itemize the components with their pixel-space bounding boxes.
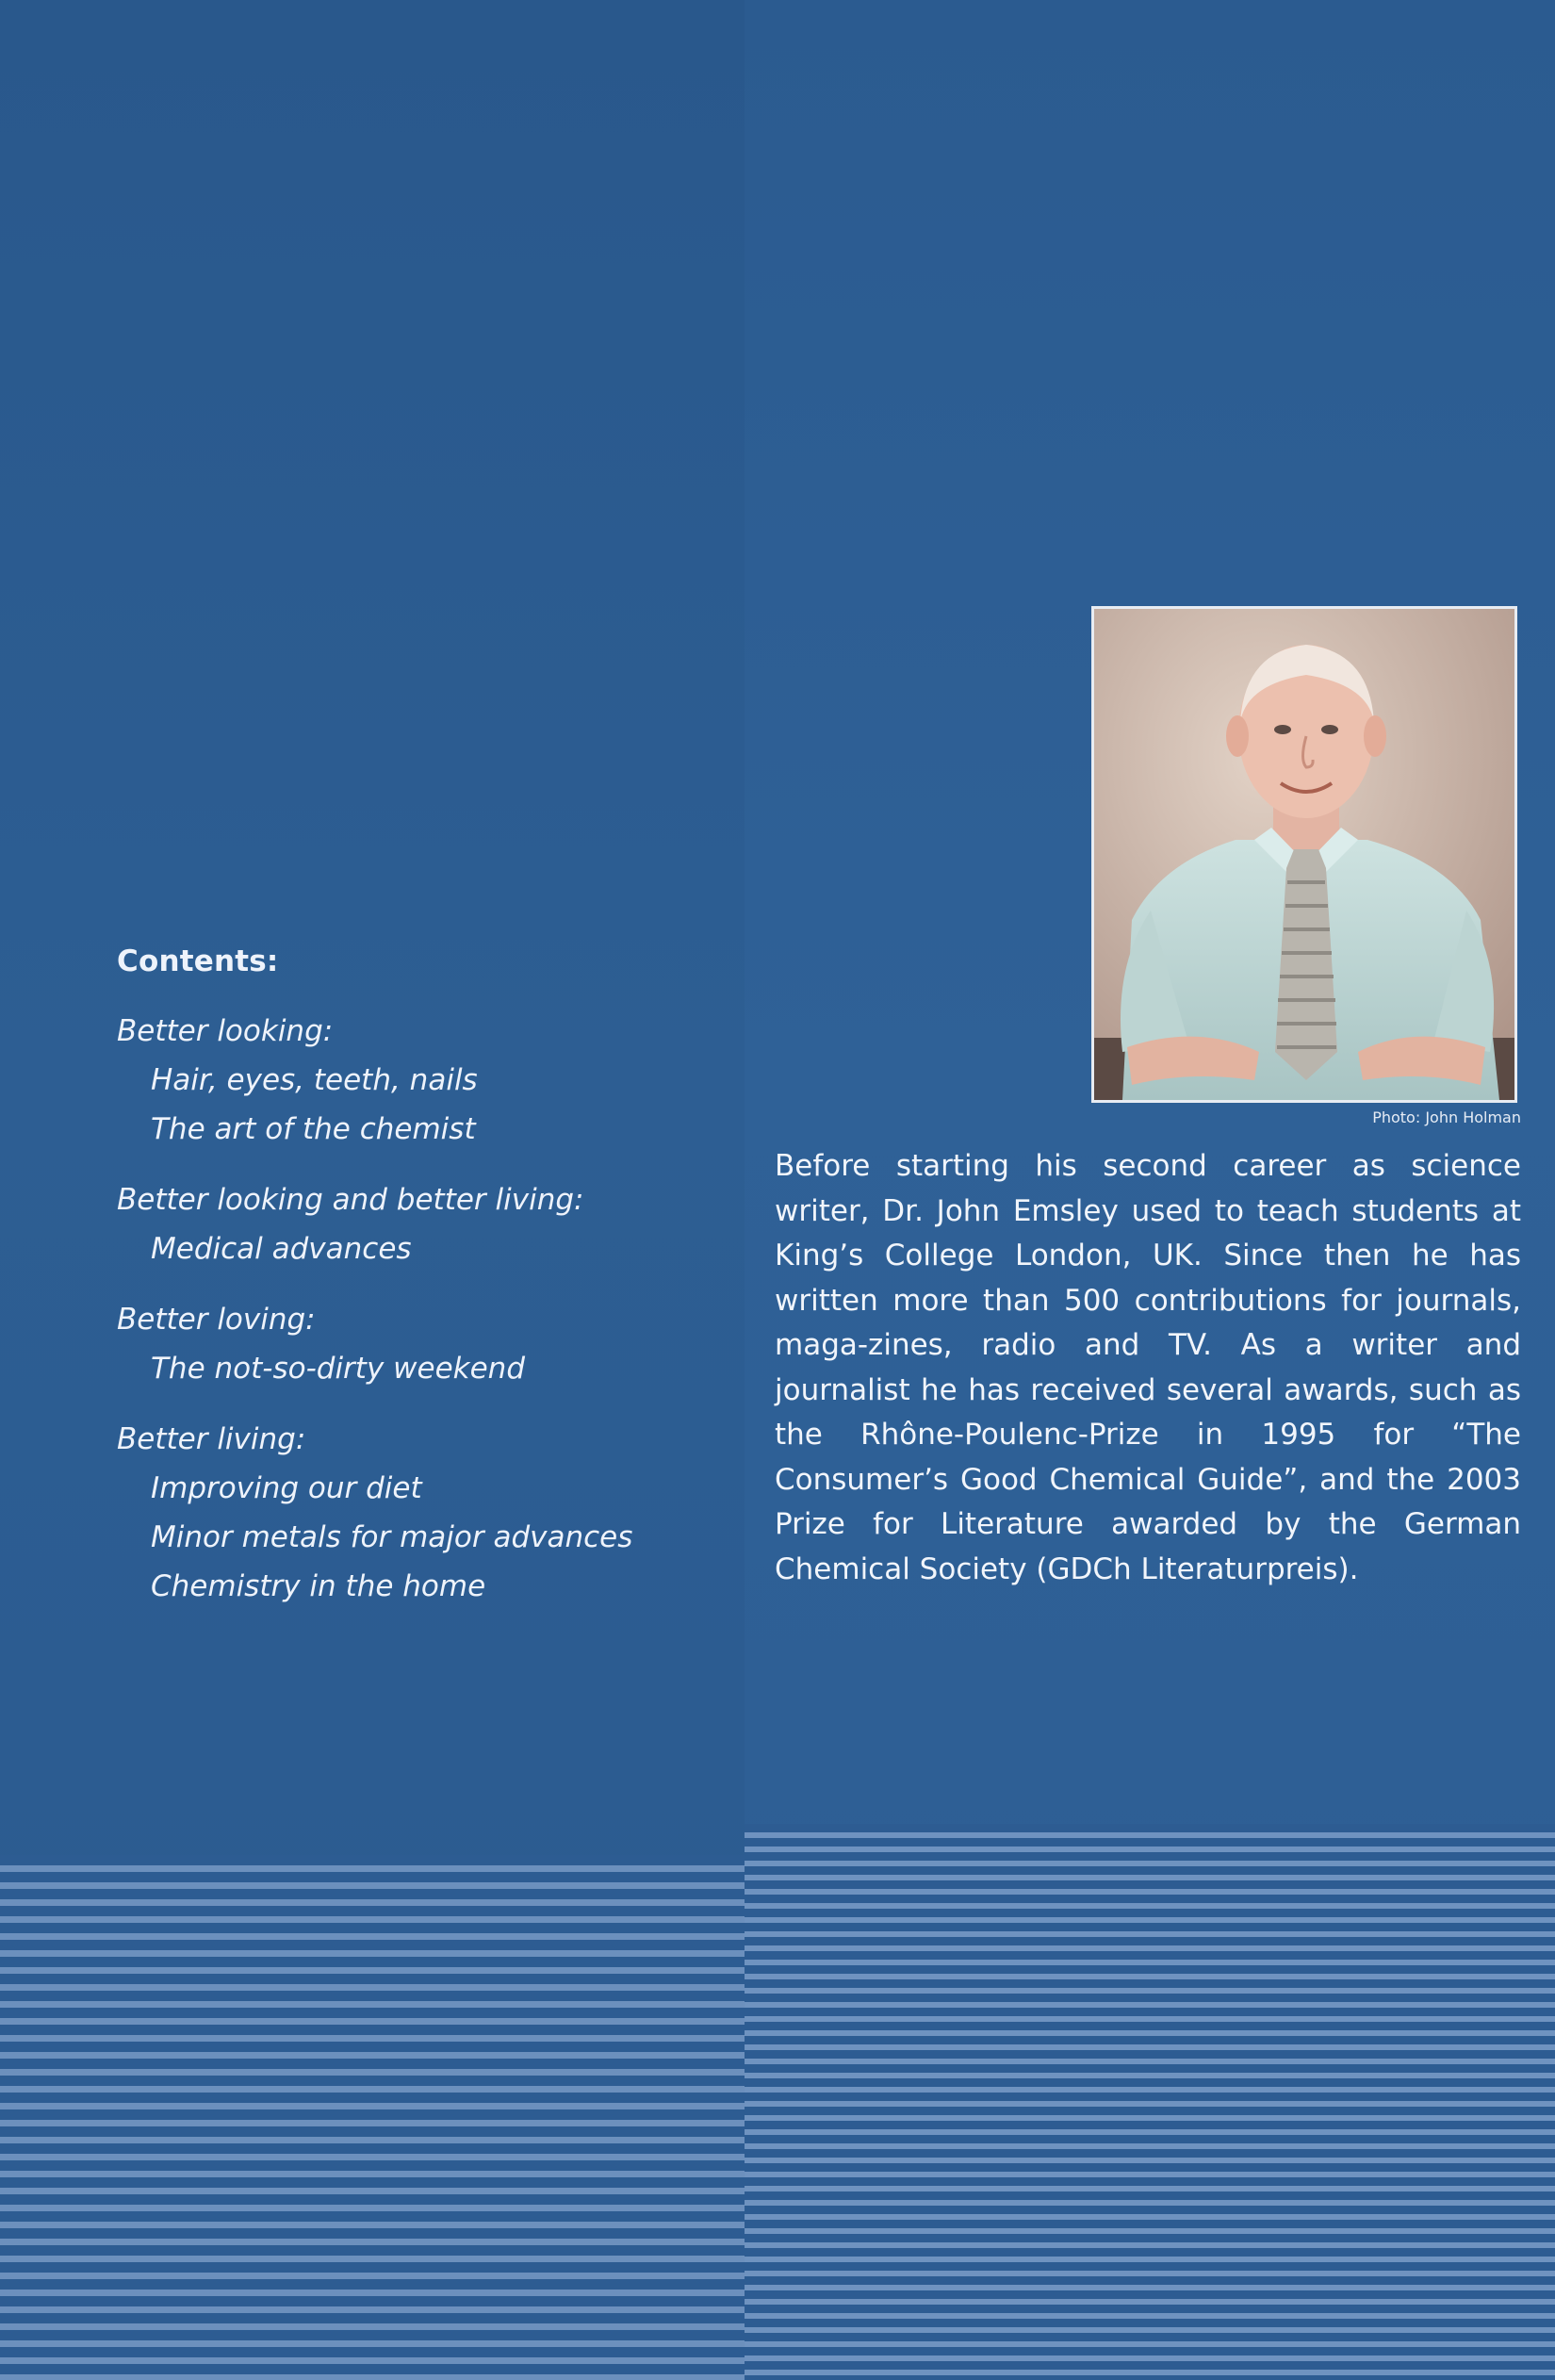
section-item: Hair, eyes, teeth, nails	[151, 1063, 478, 1097]
photo-credit: Photo: John Holman	[1372, 1108, 1521, 1126]
contents-section	[117, 1007, 720, 1154]
stripe-band-left	[0, 1855, 745, 2380]
section-item: The art of the chemist	[151, 1112, 476, 1146]
contents-section	[117, 1175, 720, 1273]
contents-section	[117, 1415, 720, 1611]
section-title: Better looking and better living:	[117, 1183, 584, 1217]
contents-section	[117, 1295, 720, 1393]
author-bio: Before starting his second career as science writer, Dr. John Emsley used to teach students at King’s College London, UK. Since then he has written more than 500 contributions for journals, maga-zines, radio and TV. As a writer and journalist he has received several awards, such as the Rhône-Poulenc-Prize in 1995 for “The Consumer’s Good Chemical Guide”, and the 2003 Prize for Literature awarded by the German Chemical Society (GDCh Literaturpreis).	[775, 1149, 1521, 1586]
section-title: Better loving:	[117, 1303, 316, 1337]
section-item: Chemistry in the home	[151, 1569, 486, 1603]
section-item: The not-so-dirty weekend	[151, 1352, 526, 1386]
contents-heading: Contents:	[117, 944, 279, 978]
author-photo	[1091, 606, 1517, 1103]
section-item: Medical advances	[151, 1232, 412, 1266]
section-item: Minor metals for major advances	[151, 1520, 633, 1554]
stripe-band-right	[745, 1824, 1555, 2380]
contents-list	[117, 944, 720, 1633]
section-title: Better looking:	[117, 1014, 334, 1048]
section-title: Better living:	[117, 1422, 306, 1456]
author-portrait-illustration	[1094, 609, 1514, 1100]
section-item: Improving our diet	[151, 1471, 422, 1505]
